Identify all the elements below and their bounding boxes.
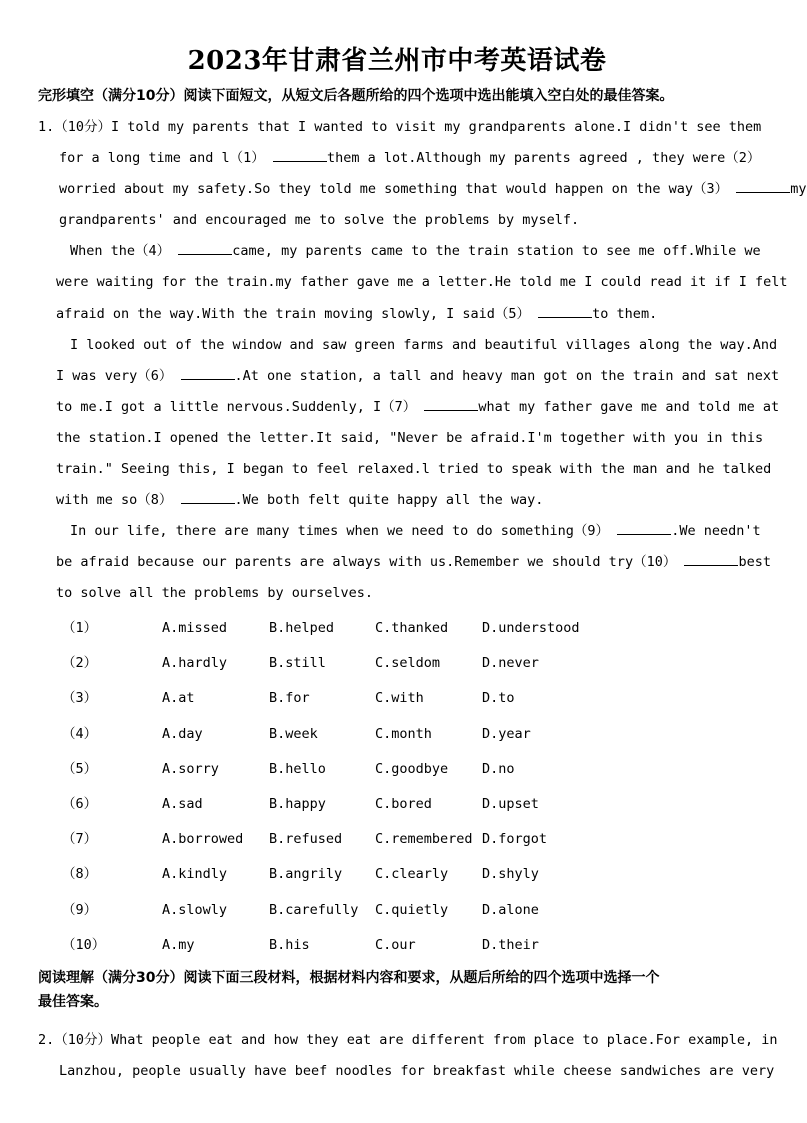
option-d[interactable]: D.to (482, 690, 515, 707)
passage-line: with me so（8） .We both felt quite happy all the way. (56, 492, 544, 509)
option-d[interactable]: D.understood (482, 620, 580, 636)
option-a[interactable]: A.at (162, 690, 195, 707)
passage-line: to solve all the problems by ourselves. (56, 585, 373, 602)
option-number: （5） (62, 760, 98, 777)
option-c[interactable]: C.our (375, 936, 416, 953)
passage-line: to me.I got a little nervous.Suddenly, I（7） what my father gave me and told me at (56, 398, 780, 415)
passage-line: Lanzhou, people usually have beef noodles for breakfast while cheese sandwiches are very (59, 1063, 775, 1080)
option-number: （1） (62, 620, 98, 636)
option-b[interactable]: B.refused (269, 831, 343, 848)
blank-10[interactable] (684, 553, 738, 566)
option-number: （3） (62, 690, 98, 707)
option-d[interactable]: D.year (482, 725, 531, 742)
passage-line: 1.（10分）I told my parents that I wanted to visit my grandparents alone.I didn't see them (38, 119, 762, 135)
option-c[interactable]: C.goodbye (375, 760, 449, 777)
option-number: （4） (62, 725, 98, 742)
option-b[interactable]: B.happy (269, 795, 326, 812)
passage-line: When the（4） came, my parents came to the train station to see me off.While we (70, 243, 761, 260)
passage-line: I was very（6） .At one station, a tall and heavy man got on the train and sat next (56, 367, 780, 384)
section-cloze-heading: 完形填空（满分10分）阅读下面短文，从短文后各题所给的四个选项中选出能填入空白处的最佳答案。 (38, 88, 674, 104)
option-number: （6） (62, 795, 98, 812)
option-b[interactable]: B.week (269, 725, 318, 742)
blank-9[interactable] (617, 522, 671, 535)
blank-1[interactable] (273, 149, 327, 162)
option-number: （7） (62, 831, 98, 848)
question-1-passage (38, 112, 807, 610)
option-a[interactable]: A.sorry (162, 760, 219, 777)
option-b[interactable]: B.helped (269, 620, 335, 636)
passage-line: train." Seeing this, I began to feel relaxed.l tried to speak with the man and he talked (56, 461, 772, 478)
option-a[interactable]: A.missed (162, 620, 228, 636)
option-c[interactable]: C.quietly (375, 901, 449, 918)
option-c[interactable]: C.remembered (375, 831, 473, 848)
blank-8[interactable] (181, 491, 235, 504)
option-a[interactable]: A.borrowed (162, 831, 244, 848)
blank-7[interactable] (424, 398, 478, 411)
option-d[interactable]: D.upset (482, 795, 539, 812)
option-a[interactable]: A.my (162, 936, 195, 953)
option-b[interactable]: B.for (269, 690, 310, 707)
option-c[interactable]: C.bored (375, 795, 432, 812)
option-number: （2） (62, 655, 98, 672)
option-d[interactable]: D.no (482, 760, 515, 777)
question-2-passage (38, 1025, 778, 1087)
blank-3[interactable] (736, 180, 790, 193)
passage-line: grandparents' and encouraged me to solve the problems by myself. (59, 212, 580, 229)
option-c[interactable]: C.with (375, 690, 424, 707)
option-d[interactable]: D.shyly (482, 866, 539, 883)
option-a[interactable]: A.day (162, 725, 203, 742)
option-d[interactable]: D.alone (482, 901, 539, 918)
passage-line: worried about my safety.So they told me something that would happen on the way（3） my (59, 181, 807, 198)
option-number: （9） (62, 901, 98, 918)
passage-line: 2.（10分）What people eat and how they eat are different from place to place.For example, in (38, 1032, 778, 1048)
option-a[interactable]: A.slowly (162, 901, 228, 918)
blank-6[interactable] (181, 367, 235, 380)
blank-5[interactable] (538, 305, 592, 318)
page-title: 2023年甘肃省兰州市中考英语试卷 (187, 46, 607, 76)
option-a[interactable]: A.hardly (162, 655, 228, 672)
section-reading-heading: 阅读理解（满分30分）阅读下面三段材料，根据材料内容和要求，从题后所给的四个选项中选择一个 最佳答案。 (38, 970, 660, 1010)
option-b[interactable]: B.his (269, 936, 310, 953)
passage-line: be afraid because our parents are always with us.Remember we should try（10） best (56, 554, 771, 571)
option-d[interactable]: D.their (482, 936, 539, 953)
option-b[interactable]: B.carefully (269, 901, 359, 918)
passage-line: afraid on the way.With the train moving slowly, I said（5） to them. (56, 305, 658, 322)
option-b[interactable]: B.still (269, 655, 326, 672)
blank-4[interactable] (178, 242, 232, 255)
passage-line: In our life, there are many times when we need to do something（9） .We needn't (70, 523, 761, 540)
option-d[interactable]: D.forgot (482, 831, 548, 848)
option-number: （10） (62, 936, 106, 953)
option-c[interactable]: C.month (375, 725, 432, 742)
option-b[interactable]: B.angrily (269, 866, 343, 883)
option-c[interactable]: C.thanked (375, 620, 449, 636)
option-a[interactable]: A.sad (162, 795, 203, 812)
option-d[interactable]: D.never (482, 655, 539, 672)
option-c[interactable]: C.seldom (375, 655, 441, 672)
passage-line: were waiting for the train.my father gave me a letter.He told me I could read it if I felt (56, 274, 788, 291)
option-b[interactable]: B.hello (269, 760, 326, 777)
passage-line: for a long time and l（1） them a lot.Although my parents agreed , they were（2） (59, 150, 761, 167)
option-a[interactable]: A.kindly (162, 866, 228, 883)
passage-line: I looked out of the window and saw green farms and beautiful villages along the way.And (70, 336, 778, 353)
option-c[interactable]: C.clearly (375, 866, 449, 883)
option-number: （8） (62, 866, 98, 883)
passage-line: the station.I opened the letter.It said, "Never be afraid.I'm together with you in this (56, 429, 764, 446)
